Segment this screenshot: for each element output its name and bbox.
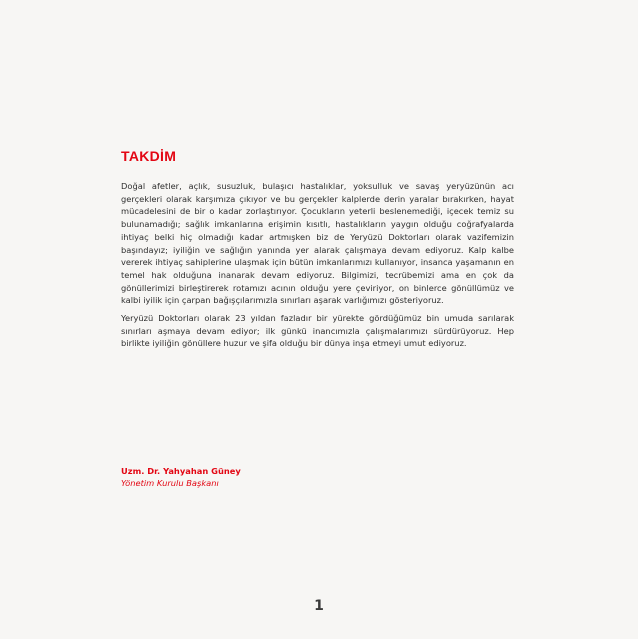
page-title: TAKDİM	[121, 148, 177, 164]
signature-name: Uzm. Dr. Yahyahan Güney	[121, 466, 241, 476]
paragraph-2: Yeryüzü Doktorları olarak 23 yıldan fazladır bir yürekte gördüğümüz bin umuda sarılarak sınırları aşmaya devam ediyor; ilk günkü inancımızla çalışmalarımızı sürdürüyoruz. Hep birlikte iyiliğin gönüllere huzur ve şifa olduğu bir dünya inşa etmeyi umut ediyoruz.	[121, 313, 514, 349]
signature-role: Yönetim Kurulu Başkanı	[121, 478, 219, 488]
paragraph-1: Doğal afetler, açlık, susuzluk, bulaşıcı hastalıklar, yoksulluk ve savaş yeryüzünün acı gerçekleri olarak karşımıza çıkıyor ve bu gerçekler kalplerde derin yaralar bırakırken, hayat mücadelesini de bir o kadar zorlaştırıyor. Çocukların yeterli beslenemediği, içecek temiz su bulunamadığı; sağlık imkanlarına erişimin kısıtlı, hastalıkların yaygın olduğu coğrafyalarda ihtiyaç belki hiç olmadığı kadar artmışken biz de Yeryüzü Doktorları olarak vazifemizin başındayız; iyiliğin ve sağlığın yanında yer alarak çalışmaya devam ediyoruz. Kalp kalbe vererek ihtiyaç sahiplerine ulaşmak için bütün imkanlarımızı kullanıyor, insanca yaşamanın en temel hak olduğuna inanarak devam ediyoruz. Bilgimizi, tecrübemizi ama en çok da gönüllerimizi birleştirerek rotamızı acının olduğu yere çeviriyor, on binlerce gönüllümüz ve kalbi iyilik için çarpan bağışçılarımızla sınırları aşarak varlığımızı gösteriyoruz.	[121, 181, 514, 306]
signature-block	[121, 465, 241, 489]
page-number: 1	[314, 598, 324, 614]
body-text	[121, 180, 514, 355]
